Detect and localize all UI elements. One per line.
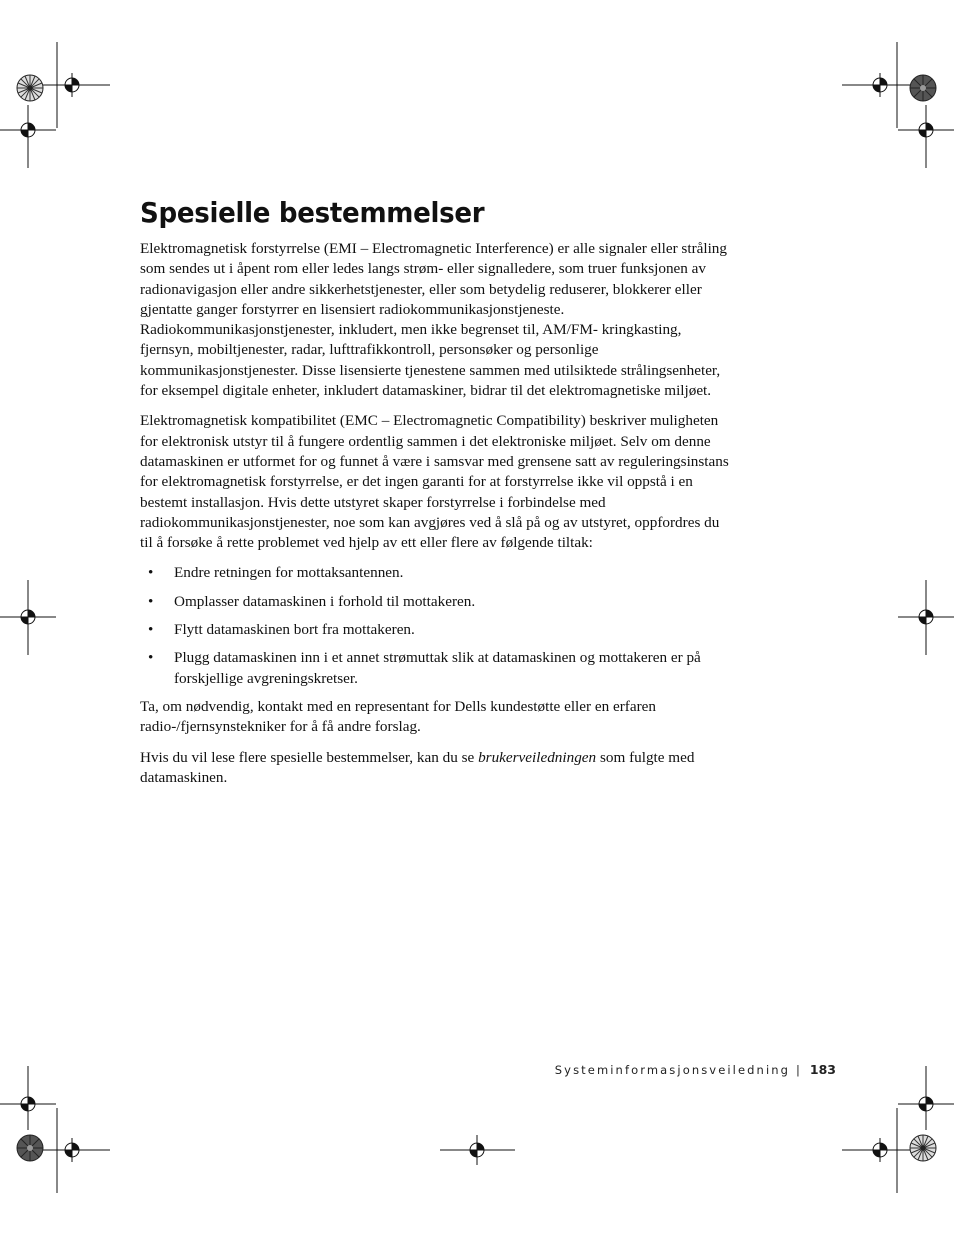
page-content (140, 196, 730, 798)
closing-text-start: Hvis du vil lese flere spesielle bestemmelser, kan du se (140, 748, 479, 766)
user-guide-reference: brukerveiledningen (478, 748, 597, 766)
paragraph-more-info (140, 748, 730, 789)
page-title: Spesielle bestemmelser (140, 196, 485, 229)
bullet-marker: • (148, 621, 154, 639)
page-number: 183 (809, 1062, 836, 1077)
measures-list (140, 563, 730, 688)
list-item-text: Flytt datamaskinen bort fra mottakeren. (174, 621, 415, 639)
list-item (140, 620, 730, 640)
list-item (140, 648, 730, 689)
paragraph-contact: Ta, om nødvendig, kontakt med en representant for Dells kundestøtte eller en erfaren radio-/fjernsynstekniker for å få andre forslag. (140, 697, 656, 736)
paragraph-emc: Elektromagnetisk kompatibilitet (EMC – Electromagnetic Compatibility) beskriver muligheten for elektronisk utstyr til å fungere ordentlig sammen i det elektroniske miljøet. Selv om denne datamaskinen er utformet for og funnet å være i samsvar med grensene satt av reguleringsinstans for elektromagnetisk forstyrrelse, er det ingen garanti for at forstyrrelse ikke vil oppstå i en bestemt installasjon. Hvis dette utstyret skaper forstyrrelse i forbindelse med radiokommunikasjonstjenester, noe som kan avgjøres ved å slå på og av utstyret, oppfordres du til å forsøke å rette problemet ved hjelp av ett eller flere av følgende tiltak: (140, 412, 729, 552)
list-item (140, 592, 730, 612)
bullet-marker: • (148, 564, 154, 582)
bullet-marker: • (148, 592, 154, 610)
list-item (140, 563, 730, 583)
list-item-text: Omplasser datamaskinen i forhold til mottakeren. (174, 592, 476, 610)
footer-separator: | (796, 1063, 800, 1077)
bullet-marker: • (148, 649, 154, 667)
list-item-text: Plugg datamaskinen inn i et annet strømuttak slik at datamaskinen og mottakeren er på forskjellige avgreningskretser. (174, 649, 701, 687)
list-item-text: Endre retningen for mottaksantennen. (174, 564, 404, 582)
footer-doc-title: Systeminformasjonsveiledning (554, 1063, 791, 1077)
page-footer (555, 1062, 836, 1077)
paragraph-emi: Elektromagnetisk forstyrrelse (EMI – Electromagnetic Interference) er alle signaler eller stråling som sendes ut i åpent rom eller ledes langs strøm- eller signalledere, som truer funksjonen av radionavigasjon eller andre sikkerhetstjenester, eller som betydelig reduserer, blokkerer eller gjentatte ganger forstyrrer en lisensiert radiokommunikasjonstjeneste. Radiokommunikasjonstjenester, inkludert, men ikke begrenset til, AM/FM- kringkasting, fjernsyn, mobiltjenester, radar, lufttrafikkontroll, personsøker og personlige kommunikasjonstjenester. Disse lisensierte tjenestene sammen med utilsiktede strålingsenheter, for eksempel digitale enheter, inkludert datamaskiner, bidrar til det elektromagnetiske miljøet. (140, 240, 727, 400)
closing-text-end: som fulgte med datamaskinen. (140, 748, 695, 786)
